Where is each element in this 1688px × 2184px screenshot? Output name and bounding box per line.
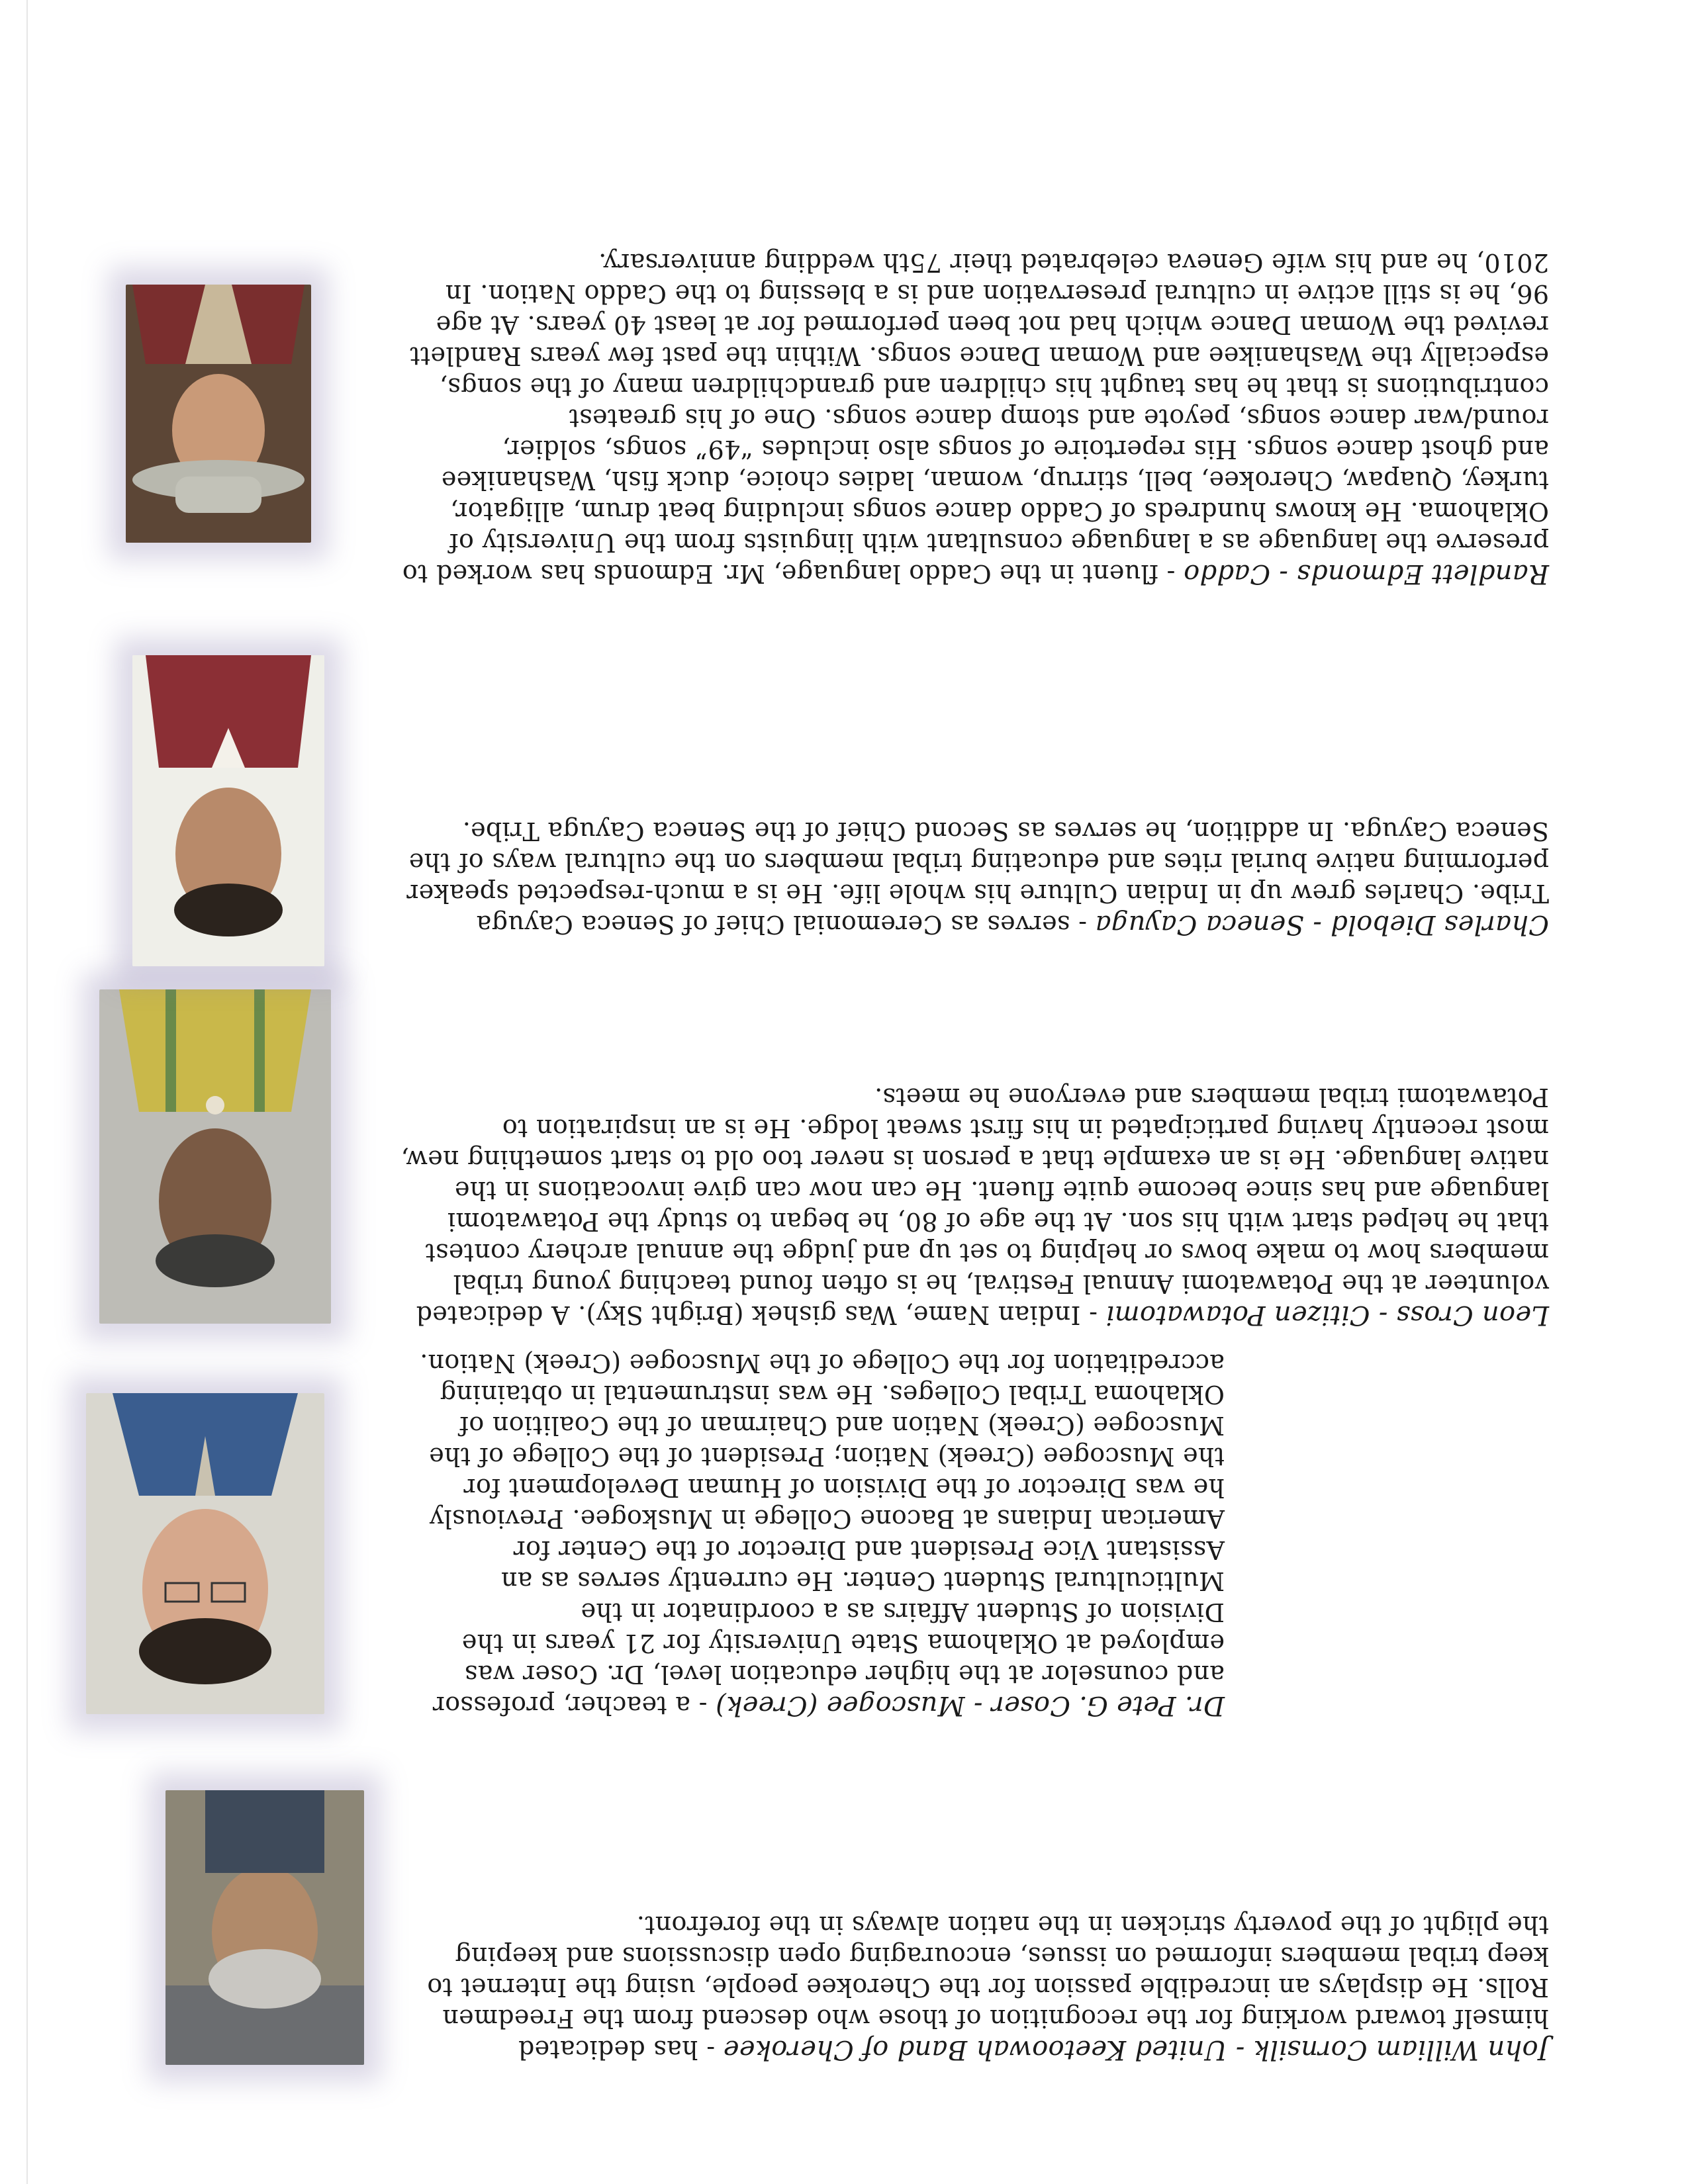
portrait-photo-diebold xyxy=(132,655,324,966)
bio-entry-cross xyxy=(397,1081,1549,1330)
bio-entry-diebold xyxy=(397,815,1549,940)
bio-name: Dr. Pete G. Coser - Muscogee (Creek) xyxy=(715,1690,1225,1721)
bio-text: - a teacher, professor and counselor at the higher education level, Dr. Coser was employed at Oklahoma State University for 21 years in the Division of Student Affairs as a coordinator in the Multicultural Student Center. He currently serves as an Assistant Vice President and Director of the Center for American Indians at Bacone College in Muskogee. Previously he was Director of the Division of Human Development for the Muscogee (Creek) Nation; President of the College of the Muscogee (Creek) Nation and Chairman of the Coalition of Oklahoma Tribal Colleges. He was instrumental in obtaining accreditation for the College of the Muscogee (Creek) Nation. xyxy=(419,1349,1225,1720)
bio-entry-coser xyxy=(417,1347,1225,1721)
bio-entry-edmonds xyxy=(397,247,1549,589)
bio-name: Charles Diebold - Seneca Cayuga xyxy=(1095,909,1549,940)
portrait-photo-edmonds xyxy=(126,285,311,543)
bio-name: Leon Cross - Citizen Potawatomi xyxy=(1105,1300,1549,1330)
binding-edge xyxy=(0,0,28,2184)
bio-text: - serves as Ceremonial Chief of Seneca Cayuga Tribe. Charles grew up in Indian Culture his whole life. He is a much-respected speaker performing native burial rites and educating tribal members on the cultural ways of the Seneca Cayuga. In addition, he serves as Second Chief of the Seneca Cayuga Tribe. xyxy=(406,817,1549,939)
bio-name: John William Cornsilk - United Keetoowah Band of Cherokee xyxy=(723,2034,1549,2065)
portrait-photo-cornsilk xyxy=(165,1790,364,2065)
portrait-photo-cross xyxy=(99,989,331,1324)
bio-entry-cornsilk xyxy=(424,1909,1549,2065)
bio-text: - Indian Name, Was gishek (Bright Sky). A dedicated volunteer at the Potawatomi Annual Festival, he is often found teaching young tribal members how to make bows or helping to set up and judge the annual archery contest that he helped start with his son. At the age of 80, he began to study the Potawatomi language and has since become quite fluent. He can now can give invocations in the native language. He is an example that a person is never too old to start something new, most recently having participated in his first sweat lodge. He is an inspiration to Potawatomi tribal members and everyone he meets. xyxy=(400,1083,1549,1330)
bio-name: Randlett Edmonds - Caddo xyxy=(1183,559,1549,589)
portrait-photo-coser xyxy=(86,1393,324,1714)
bio-text: - has dedicated himself toward working for the recognition of those who descend from the Freedmen Rolls. He displays an incredible passion for the Cherokee people, using the Internet to keep tribal members informed on issues, encouraging open discussions and keeping the plight of the poverty stricken in the nation always in the forefront. xyxy=(427,1911,1549,2064)
bio-text: - fluent in the Caddo language, Mr. Edmonds has worked to preserve the language as a language consultant with linguists from the University of Oklahoma. He knows hundreds of Caddo dance songs including beat drum, alligator, turkey, Quapaw, Cherokee, bell, stirrup, woman, ladies choice, duck fish, Washanikee and ghost dance songs. His repertoire of songs also includes “49” songs, soldier, round/war dance songs, peyote and stomp dance songs. One of his greatest contributions is that he has taught his children and grandchildren many of the songs, especially the Washanikee and Woman Dance songs. Within the past few years Randlett revived the Woman Dance which had not been performed for at least 40 years. At age 96, he is still active in cultural preservation and is a blessing to the Caddo Nation. In 2010, he and his wife Geneva celebrated their 75th wedding anniversary. xyxy=(402,248,1549,588)
